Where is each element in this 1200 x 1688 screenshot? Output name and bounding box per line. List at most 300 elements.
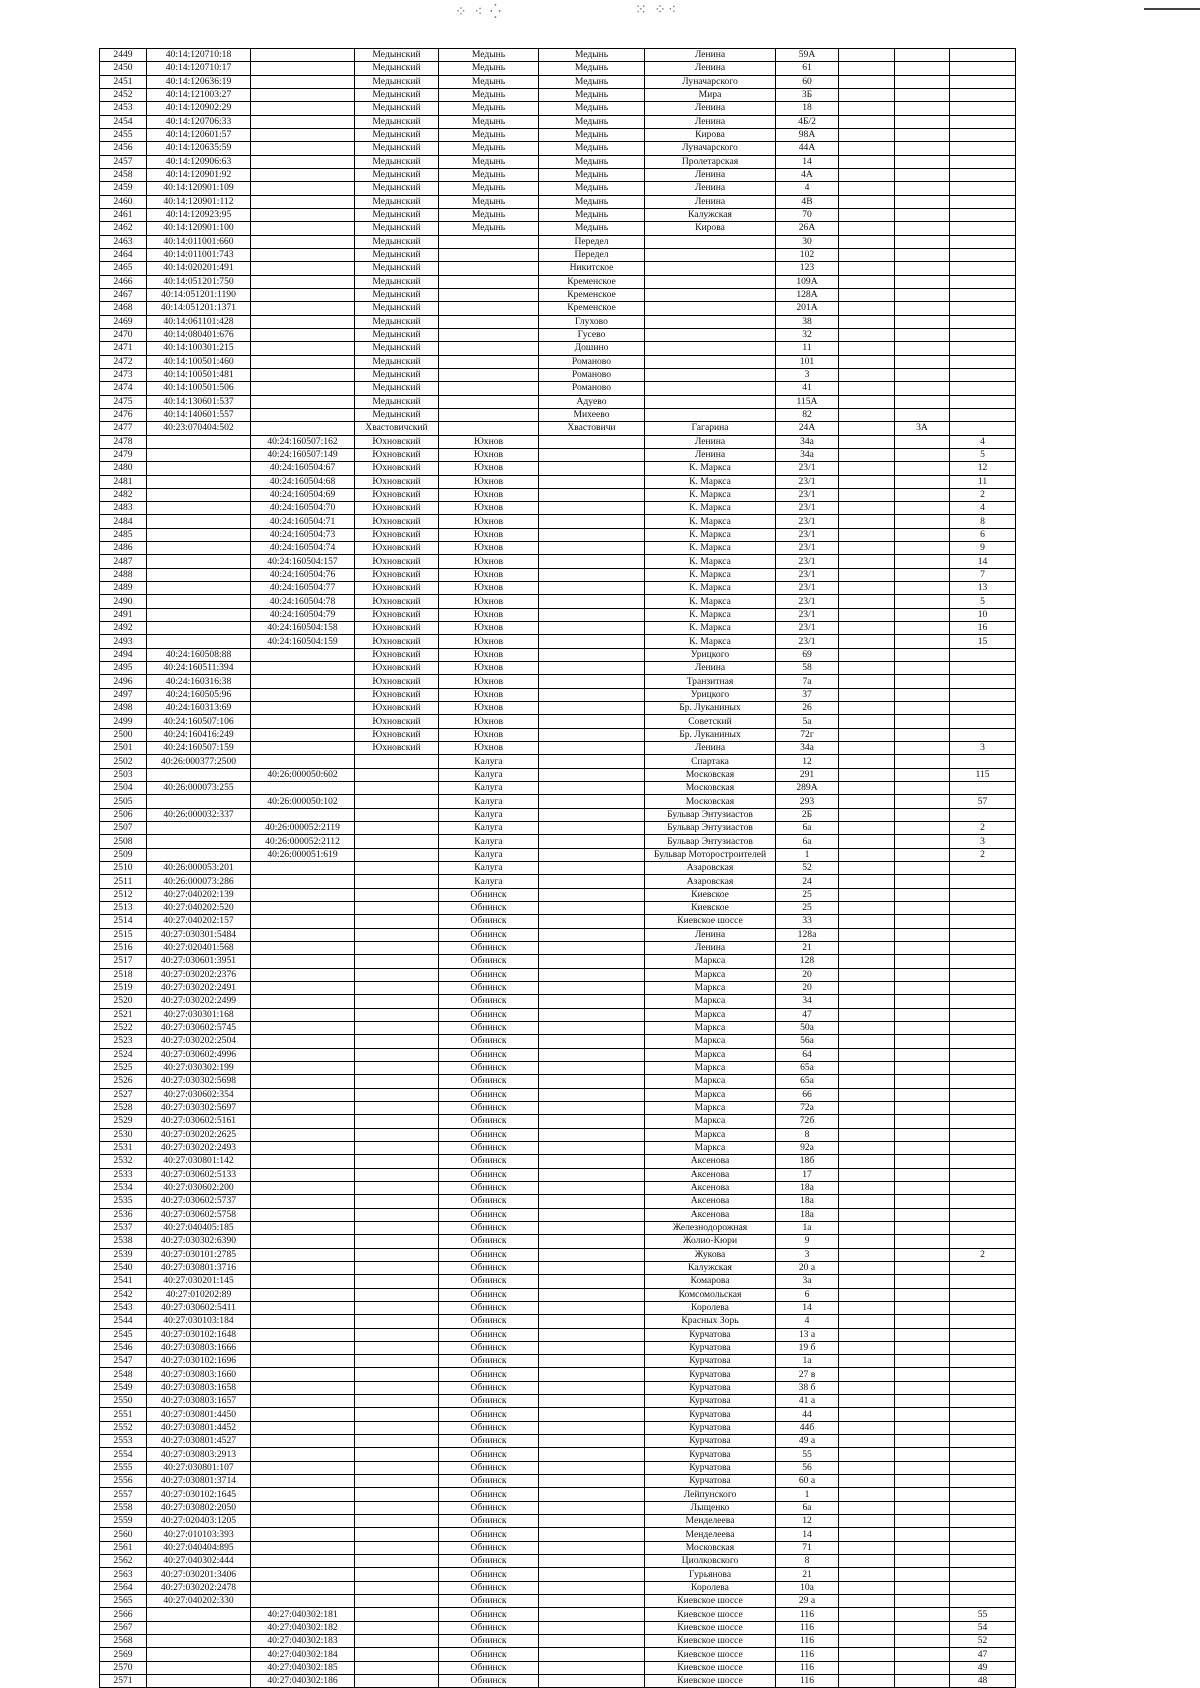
street: Ленина bbox=[645, 102, 776, 115]
street: Азаровская bbox=[645, 875, 776, 888]
house-number: 1а bbox=[776, 1221, 839, 1234]
street: Московская bbox=[645, 782, 776, 795]
apartment-number bbox=[950, 1128, 1016, 1141]
street bbox=[645, 368, 776, 381]
row-number: 2540 bbox=[100, 1261, 147, 1274]
city: Юхнов bbox=[439, 608, 539, 621]
city bbox=[439, 342, 539, 355]
cadastral-number-premises bbox=[251, 155, 355, 168]
street: Курчатова bbox=[645, 1461, 776, 1474]
settlement bbox=[539, 1248, 645, 1261]
apartment-number bbox=[950, 1395, 1016, 1408]
house-number: 38 bbox=[776, 315, 839, 328]
empty-cell bbox=[839, 782, 895, 795]
cadastral-number-premises bbox=[251, 968, 355, 981]
table-row bbox=[100, 382, 1016, 395]
district bbox=[355, 795, 439, 808]
apartment-number bbox=[950, 115, 1016, 128]
building bbox=[895, 1635, 950, 1648]
cadastral-number bbox=[147, 1661, 251, 1674]
street: Транзитная bbox=[645, 675, 776, 688]
settlement bbox=[539, 968, 645, 981]
cadastral-number-premises bbox=[251, 1288, 355, 1301]
row-number: 2488 bbox=[100, 568, 147, 581]
cadastral-number: 40:14:120901:100 bbox=[147, 222, 251, 235]
apartment-number bbox=[950, 275, 1016, 288]
district: Юхновский bbox=[355, 582, 439, 595]
empty-cell bbox=[839, 488, 895, 501]
house-number: 6а bbox=[776, 1501, 839, 1514]
house-number: 116 bbox=[776, 1661, 839, 1674]
table-row bbox=[100, 995, 1016, 1008]
row-number: 2552 bbox=[100, 1421, 147, 1434]
empty-cell bbox=[839, 608, 895, 621]
cadastral-number-premises bbox=[251, 1501, 355, 1514]
row-number: 2535 bbox=[100, 1195, 147, 1208]
table-row bbox=[100, 395, 1016, 408]
apartment-number bbox=[950, 328, 1016, 341]
apartment-number bbox=[950, 1381, 1016, 1394]
row-number: 2516 bbox=[100, 941, 147, 954]
row-number: 2551 bbox=[100, 1408, 147, 1421]
table-row bbox=[100, 1195, 1016, 1208]
house-number: 3 bbox=[776, 368, 839, 381]
building bbox=[895, 555, 950, 568]
row-number: 2545 bbox=[100, 1328, 147, 1341]
table-row bbox=[100, 448, 1016, 461]
cadastral-number-premises bbox=[251, 728, 355, 741]
cadastral-number bbox=[147, 595, 251, 608]
apartment-number bbox=[950, 1435, 1016, 1448]
house-number: 18б bbox=[776, 1155, 839, 1168]
empty-cell bbox=[839, 248, 895, 261]
empty-cell bbox=[839, 822, 895, 835]
empty-cell bbox=[839, 435, 895, 448]
house-number: 23/1 bbox=[776, 608, 839, 621]
empty-cell bbox=[839, 688, 895, 701]
district: Юхновский bbox=[355, 742, 439, 755]
empty-cell bbox=[839, 835, 895, 848]
city bbox=[439, 288, 539, 301]
cadastral-number-premises: 40:27:040302:185 bbox=[251, 1661, 355, 1674]
empty-cell bbox=[839, 715, 895, 728]
city: Калуга bbox=[439, 782, 539, 795]
house-number: 23/1 bbox=[776, 635, 839, 648]
district: Юхновский bbox=[355, 435, 439, 448]
cadastral-number: 40:27:030302:5697 bbox=[147, 1101, 251, 1114]
city: Юхнов bbox=[439, 635, 539, 648]
settlement bbox=[539, 1488, 645, 1501]
street: Комсомольская bbox=[645, 1288, 776, 1301]
cadastral-number bbox=[147, 502, 251, 515]
house-number: 59А bbox=[776, 49, 839, 62]
house-number: 115А bbox=[776, 395, 839, 408]
city: Обнинск bbox=[439, 1301, 539, 1314]
district: Медынский bbox=[355, 408, 439, 421]
building bbox=[895, 1168, 950, 1181]
table-row bbox=[100, 1288, 1016, 1301]
street: Маркса bbox=[645, 1128, 776, 1141]
district bbox=[355, 1368, 439, 1381]
table-row bbox=[100, 1621, 1016, 1634]
district bbox=[355, 862, 439, 875]
apartment-number bbox=[950, 1101, 1016, 1114]
table-row bbox=[100, 515, 1016, 528]
row-number: 2518 bbox=[100, 968, 147, 981]
house-number: 23/1 bbox=[776, 475, 839, 488]
empty-cell bbox=[839, 1181, 895, 1194]
empty-cell bbox=[839, 1115, 895, 1128]
apartment-number: 6 bbox=[950, 528, 1016, 541]
district: Медынский bbox=[355, 288, 439, 301]
table-row bbox=[100, 1555, 1016, 1568]
apartment-number: 4 bbox=[950, 502, 1016, 515]
row-number: 2514 bbox=[100, 915, 147, 928]
cadastral-number-premises bbox=[251, 1568, 355, 1581]
street: Аксенова bbox=[645, 1181, 776, 1194]
table-row bbox=[100, 808, 1016, 821]
cadastral-number-premises: 40:26:000050:602 bbox=[251, 768, 355, 781]
building bbox=[895, 768, 950, 781]
settlement bbox=[539, 528, 645, 541]
cadastral-number-premises bbox=[251, 88, 355, 101]
settlement: Медынь bbox=[539, 88, 645, 101]
district: Медынский bbox=[355, 155, 439, 168]
apartment-number bbox=[950, 1541, 1016, 1554]
city: Обнинск bbox=[439, 1395, 539, 1408]
apartment-number bbox=[950, 981, 1016, 994]
cadastral-number: 40:27:030202:2376 bbox=[147, 968, 251, 981]
city: Медынь bbox=[439, 208, 539, 221]
apartment-number bbox=[950, 1528, 1016, 1541]
table-row bbox=[100, 1408, 1016, 1421]
row-number: 2562 bbox=[100, 1555, 147, 1568]
row-number: 2474 bbox=[100, 382, 147, 395]
row-number: 2532 bbox=[100, 1155, 147, 1168]
settlement bbox=[539, 768, 645, 781]
table-row bbox=[100, 862, 1016, 875]
house-number: 47 bbox=[776, 1008, 839, 1021]
empty-cell bbox=[839, 915, 895, 928]
settlement bbox=[539, 475, 645, 488]
settlement: Медынь bbox=[539, 49, 645, 62]
cadastral-number: 40:26:000377:2500 bbox=[147, 755, 251, 768]
apartment-number bbox=[950, 1155, 1016, 1168]
apartment-number bbox=[950, 315, 1016, 328]
street: Маркса bbox=[645, 1048, 776, 1061]
row-number: 2462 bbox=[100, 222, 147, 235]
table-row bbox=[100, 275, 1016, 288]
settlement bbox=[539, 755, 645, 768]
row-number: 2506 bbox=[100, 808, 147, 821]
street: Кирова bbox=[645, 222, 776, 235]
cadastral-number-premises bbox=[251, 1461, 355, 1474]
street: Маркса bbox=[645, 1021, 776, 1034]
street bbox=[645, 328, 776, 341]
building bbox=[895, 1088, 950, 1101]
cadastral-number: 40:24:160511:394 bbox=[147, 662, 251, 675]
cadastral-number-premises bbox=[251, 1368, 355, 1381]
settlement bbox=[539, 1555, 645, 1568]
table-row bbox=[100, 1395, 1016, 1408]
cadastral-number bbox=[147, 568, 251, 581]
cadastral-number bbox=[147, 635, 251, 648]
empty-cell bbox=[839, 968, 895, 981]
cadastral-number-premises bbox=[251, 928, 355, 941]
cadastral-number: 40:27:010103:393 bbox=[147, 1528, 251, 1541]
district bbox=[355, 848, 439, 861]
district bbox=[355, 1115, 439, 1128]
row-number: 2566 bbox=[100, 1608, 147, 1621]
apartment-number bbox=[950, 1288, 1016, 1301]
city: Обнинск bbox=[439, 1168, 539, 1181]
table-row bbox=[100, 1048, 1016, 1061]
settlement bbox=[539, 728, 645, 741]
building bbox=[895, 88, 950, 101]
apartment-number: 2 bbox=[950, 488, 1016, 501]
apartment-number bbox=[950, 968, 1016, 981]
apartment-number: 54 bbox=[950, 1621, 1016, 1634]
row-number: 2484 bbox=[100, 515, 147, 528]
table-row bbox=[100, 528, 1016, 541]
house-number: 44б bbox=[776, 1421, 839, 1434]
table-row bbox=[100, 1035, 1016, 1048]
street: Курчатова bbox=[645, 1355, 776, 1368]
house-number: 69 bbox=[776, 648, 839, 661]
table-row bbox=[100, 102, 1016, 115]
cadastral-number: 40:27:040202:520 bbox=[147, 902, 251, 915]
empty-cell bbox=[839, 288, 895, 301]
house-number: 20 bbox=[776, 968, 839, 981]
table-row bbox=[100, 1261, 1016, 1274]
row-number: 2512 bbox=[100, 888, 147, 901]
street bbox=[645, 302, 776, 315]
building bbox=[895, 742, 950, 755]
table-row bbox=[100, 315, 1016, 328]
cadastral-number-premises bbox=[251, 1248, 355, 1261]
settlement bbox=[539, 688, 645, 701]
street: Мира bbox=[645, 88, 776, 101]
apartment-number bbox=[950, 395, 1016, 408]
street: Курчатова bbox=[645, 1408, 776, 1421]
city: Медынь bbox=[439, 115, 539, 128]
district bbox=[355, 1675, 439, 1688]
city: Юхнов bbox=[439, 488, 539, 501]
cadastral-number-premises: 40:24:160504:69 bbox=[251, 488, 355, 501]
table-row bbox=[100, 1488, 1016, 1501]
city: Юхнов bbox=[439, 462, 539, 475]
city: Обнинск bbox=[439, 1208, 539, 1221]
city: Медынь bbox=[439, 222, 539, 235]
district bbox=[355, 1155, 439, 1168]
cadastral-number-premises: 40:26:000050:102 bbox=[251, 795, 355, 808]
settlement: Медынь bbox=[539, 128, 645, 141]
district bbox=[355, 1248, 439, 1261]
table-row bbox=[100, 408, 1016, 421]
house-number: 116 bbox=[776, 1675, 839, 1688]
cadastral-number-premises bbox=[251, 1115, 355, 1128]
district bbox=[355, 1528, 439, 1541]
street bbox=[645, 342, 776, 355]
row-number: 2479 bbox=[100, 448, 147, 461]
street: Ленина bbox=[645, 182, 776, 195]
cadastral-number: 40:27:030602:200 bbox=[147, 1181, 251, 1194]
building bbox=[895, 288, 950, 301]
apartment-number bbox=[950, 142, 1016, 155]
building bbox=[895, 195, 950, 208]
row-number: 2510 bbox=[100, 862, 147, 875]
cadastral-number-premises bbox=[251, 195, 355, 208]
settlement: Медынь bbox=[539, 75, 645, 88]
house-number: 24А bbox=[776, 422, 839, 435]
row-number: 2493 bbox=[100, 635, 147, 648]
settlement bbox=[539, 1648, 645, 1661]
empty-cell bbox=[839, 1168, 895, 1181]
table-row bbox=[100, 1435, 1016, 1448]
row-number: 2525 bbox=[100, 1061, 147, 1074]
row-number: 2454 bbox=[100, 115, 147, 128]
building bbox=[895, 1408, 950, 1421]
apartment-number: 47 bbox=[950, 1648, 1016, 1661]
district: Медынский bbox=[355, 168, 439, 181]
row-number: 2546 bbox=[100, 1341, 147, 1354]
cadastral-number: 40:14:051201:750 bbox=[147, 275, 251, 288]
empty-cell bbox=[839, 755, 895, 768]
row-number: 2526 bbox=[100, 1075, 147, 1088]
building bbox=[895, 355, 950, 368]
cadastral-number-premises bbox=[251, 142, 355, 155]
building bbox=[895, 688, 950, 701]
cadastral-number: 40:27:030102:1696 bbox=[147, 1355, 251, 1368]
table-row bbox=[100, 622, 1016, 635]
house-number: 71 bbox=[776, 1541, 839, 1554]
row-number: 2568 bbox=[100, 1635, 147, 1648]
table-row bbox=[100, 1608, 1016, 1621]
street: Курчатова bbox=[645, 1435, 776, 1448]
building bbox=[895, 1235, 950, 1248]
street: Гагарина bbox=[645, 422, 776, 435]
city: Юхнов bbox=[439, 715, 539, 728]
building bbox=[895, 1568, 950, 1581]
cadastral-number-premises bbox=[251, 1155, 355, 1168]
house-number: 23/1 bbox=[776, 462, 839, 475]
settlement bbox=[539, 1568, 645, 1581]
settlement: Адуево bbox=[539, 395, 645, 408]
row-number: 2499 bbox=[100, 715, 147, 728]
district bbox=[355, 1195, 439, 1208]
street: К. Маркса bbox=[645, 568, 776, 581]
empty-cell bbox=[839, 1541, 895, 1554]
scan-artifacts bbox=[0, 0, 1200, 40]
empty-cell bbox=[839, 142, 895, 155]
street bbox=[645, 262, 776, 275]
settlement: Кременское bbox=[539, 288, 645, 301]
table-row bbox=[100, 88, 1016, 101]
city: Обнинск bbox=[439, 1661, 539, 1674]
street: Ленина bbox=[645, 195, 776, 208]
cadastral-number-premises bbox=[251, 1395, 355, 1408]
settlement bbox=[539, 488, 645, 501]
cadastral-number-premises bbox=[251, 368, 355, 381]
apartment-number bbox=[950, 1141, 1016, 1154]
district: Юхновский bbox=[355, 715, 439, 728]
cadastral-number: 40:24:160507:106 bbox=[147, 715, 251, 728]
empty-cell bbox=[839, 1381, 895, 1394]
cadastral-number: 40:14:100301:215 bbox=[147, 342, 251, 355]
row-number: 2529 bbox=[100, 1115, 147, 1128]
settlement bbox=[539, 1301, 645, 1314]
cadastral-number-premises: 40:27:040302:181 bbox=[251, 1608, 355, 1621]
city: Обнинск bbox=[439, 1581, 539, 1594]
house-number: 102 bbox=[776, 248, 839, 261]
district bbox=[355, 1275, 439, 1288]
table-row bbox=[100, 1448, 1016, 1461]
cadastral-number-premises bbox=[251, 355, 355, 368]
house-number: 23/1 bbox=[776, 568, 839, 581]
cadastral-number: 40:27:030301:5484 bbox=[147, 928, 251, 941]
building bbox=[895, 515, 950, 528]
row-number: 2472 bbox=[100, 355, 147, 368]
settlement: Гусево bbox=[539, 328, 645, 341]
cadastral-number-premises bbox=[251, 1235, 355, 1248]
settlement: Медынь bbox=[539, 102, 645, 115]
empty-cell bbox=[839, 928, 895, 941]
cadastral-number: 40:27:030103:184 bbox=[147, 1315, 251, 1328]
city: Юхнов bbox=[439, 568, 539, 581]
building bbox=[895, 728, 950, 741]
district: Юхновский bbox=[355, 475, 439, 488]
city: Обнинск bbox=[439, 1381, 539, 1394]
district bbox=[355, 981, 439, 994]
building bbox=[895, 1461, 950, 1474]
district: Юхновский bbox=[355, 595, 439, 608]
empty-cell bbox=[839, 475, 895, 488]
cadastral-number: 40:27:030803:2913 bbox=[147, 1448, 251, 1461]
city: Обнинск bbox=[439, 1341, 539, 1354]
cadastral-number-premises bbox=[251, 1355, 355, 1368]
apartment-number bbox=[950, 875, 1016, 888]
row-number: 2554 bbox=[100, 1448, 147, 1461]
house-number: 4Б/2 bbox=[776, 115, 839, 128]
empty-cell bbox=[839, 168, 895, 181]
table-row bbox=[100, 422, 1016, 435]
settlement bbox=[539, 1635, 645, 1648]
apartment-number: 14 bbox=[950, 555, 1016, 568]
district bbox=[355, 1008, 439, 1021]
city: Юхнов bbox=[439, 702, 539, 715]
empty-cell bbox=[839, 1221, 895, 1234]
building bbox=[895, 1541, 950, 1554]
city: Обнинск bbox=[439, 928, 539, 941]
building bbox=[895, 1621, 950, 1634]
settlement bbox=[539, 928, 645, 941]
table-row bbox=[100, 342, 1016, 355]
city: Обнинск bbox=[439, 1621, 539, 1634]
apartment-number bbox=[950, 1501, 1016, 1514]
table-row bbox=[100, 968, 1016, 981]
cadastral-number-premises: 40:24:160504:70 bbox=[251, 502, 355, 515]
table-row bbox=[100, 475, 1016, 488]
city: Обнинск bbox=[439, 1035, 539, 1048]
house-number: 70 bbox=[776, 208, 839, 221]
settlement bbox=[539, 862, 645, 875]
district bbox=[355, 1515, 439, 1528]
street: К. Маркса bbox=[645, 488, 776, 501]
city bbox=[439, 382, 539, 395]
district: Медынский bbox=[355, 315, 439, 328]
cadastral-number-premises bbox=[251, 1328, 355, 1341]
table-row bbox=[100, 1115, 1016, 1128]
